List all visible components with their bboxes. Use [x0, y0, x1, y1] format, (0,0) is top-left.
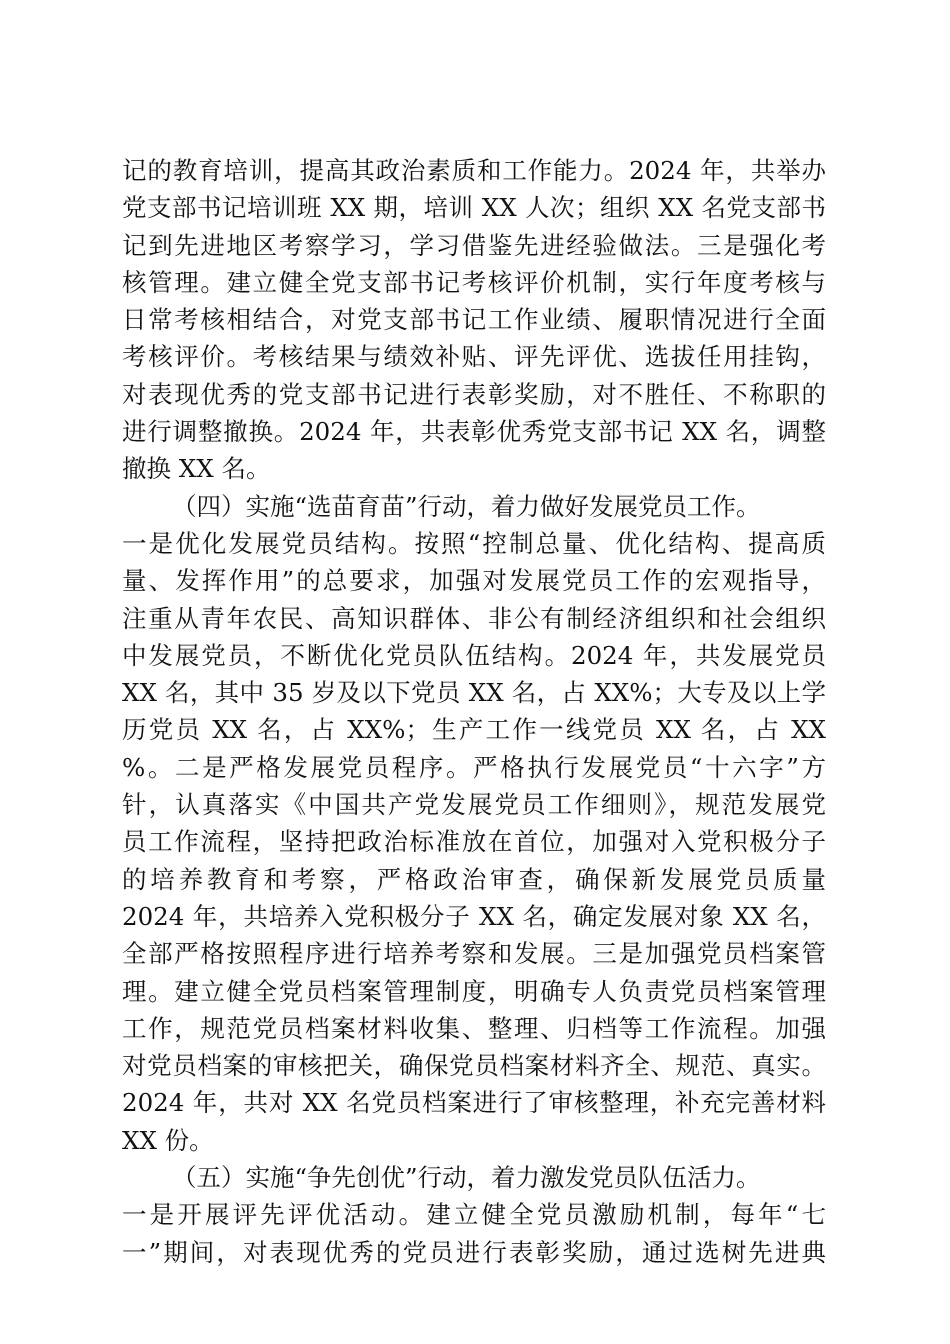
text-line: （四）实施“选苗育苗”行动，着力做好发展党员工作。 [172, 491, 761, 521]
text-line: 记的教育培训，提高其政治素质和工作能力。2024 年，共举办 [122, 156, 826, 185]
text-line: 党支部书记培训班 XX 期，培训 XX 人次；组织 XX 名党支部书 [122, 193, 826, 223]
text-line: 工作，规范党员档案材料收集、整理、归档等工作流程。加强 [122, 1013, 826, 1043]
text-line: （五）实施“争先创优”行动，着力激发党员队伍活力。 [172, 1163, 761, 1193]
text-line: 日常考核相结合，对党支部书记工作业绩、履职情况进行全面 [122, 305, 826, 335]
text-line: 中发展党员，不断优化党员队伍结构。2024 年，共发展党员 [122, 640, 826, 670]
text-line: 针，认真落实《中国共产党发展党员工作细则》，规范发展党 [122, 790, 826, 820]
text-line: 全部严格按照程序进行培养考察和发展。三是加强党员档案管 [122, 939, 826, 969]
paragraph [122, 1159, 826, 1271]
text-line: 2024 年，共培养入党积极分子 XX 名，确定发展对象 XX 名， [122, 901, 826, 931]
text-line: %。二是严格发展党员程序。严格执行发展党员“十六字”方 [122, 752, 826, 782]
text-line: 考核评价。考核结果与绩效补贴、评先评优、选拔任用挂钩， [122, 342, 826, 372]
text-line: 一”期间，对表现优秀的党员进行表彰奖励，通过选树先进典 [122, 1237, 826, 1267]
text-line: 进行调整撤换。2024 年，共表彰优秀党支部书记 XX 名，调整 [122, 417, 826, 447]
paragraph [122, 152, 826, 488]
paragraph [122, 488, 826, 1159]
text-line: 记到先进地区考察学习，学习借鉴先进经验做法。三是强化考 [122, 230, 826, 260]
text-line: 历党员 XX 名，占 XX%；生产工作一线党员 XX 名，占 XX [122, 715, 826, 745]
text-line: 量、发挥作用”的总要求，加强对发展党员工作的宏观指导， [122, 566, 826, 596]
text-line: 一是优化发展党员结构。按照“控制总量、优化结构、提高质 [122, 528, 826, 558]
text-line: 2024 年，共对 XX 名党员档案进行了审核整理，补充完善材料 [122, 1088, 826, 1118]
text-line: XX 份。 [122, 1125, 214, 1155]
text-line: 员工作流程，坚持把政治标准放在首位，加强对入党积极分子 [122, 827, 826, 857]
text-line: 对表现优秀的党支部书记进行表彰奖励，对不胜任、不称职的 [122, 379, 826, 409]
text-line: 对党员档案的审核把关，确保党员档案材料齐全、规范、真实。 [122, 1051, 826, 1081]
text-line: 的培养教育和考察，严格政治审查，确保新发展党员质量 [122, 864, 826, 894]
text-line: 核管理。建立健全党支部书记考核评价机制，实行年度考核与 [122, 267, 826, 297]
text-line: XX 名，其中 35 岁及以下党员 XX 名，占 XX%；大专及以上学 [122, 678, 826, 708]
text-line: 注重从青年农民、高知识群体、非公有制经济组织和社会组织 [122, 603, 826, 633]
text-line: 撤换 XX 名。 [122, 454, 271, 484]
text-line: 理。建立健全党员档案管理制度，明确专人负责党员档案管理 [122, 976, 826, 1006]
text-line: 一是开展评先评优活动。建立健全党员激励机制，每年“七 [122, 1200, 826, 1230]
document-page [122, 152, 826, 1271]
